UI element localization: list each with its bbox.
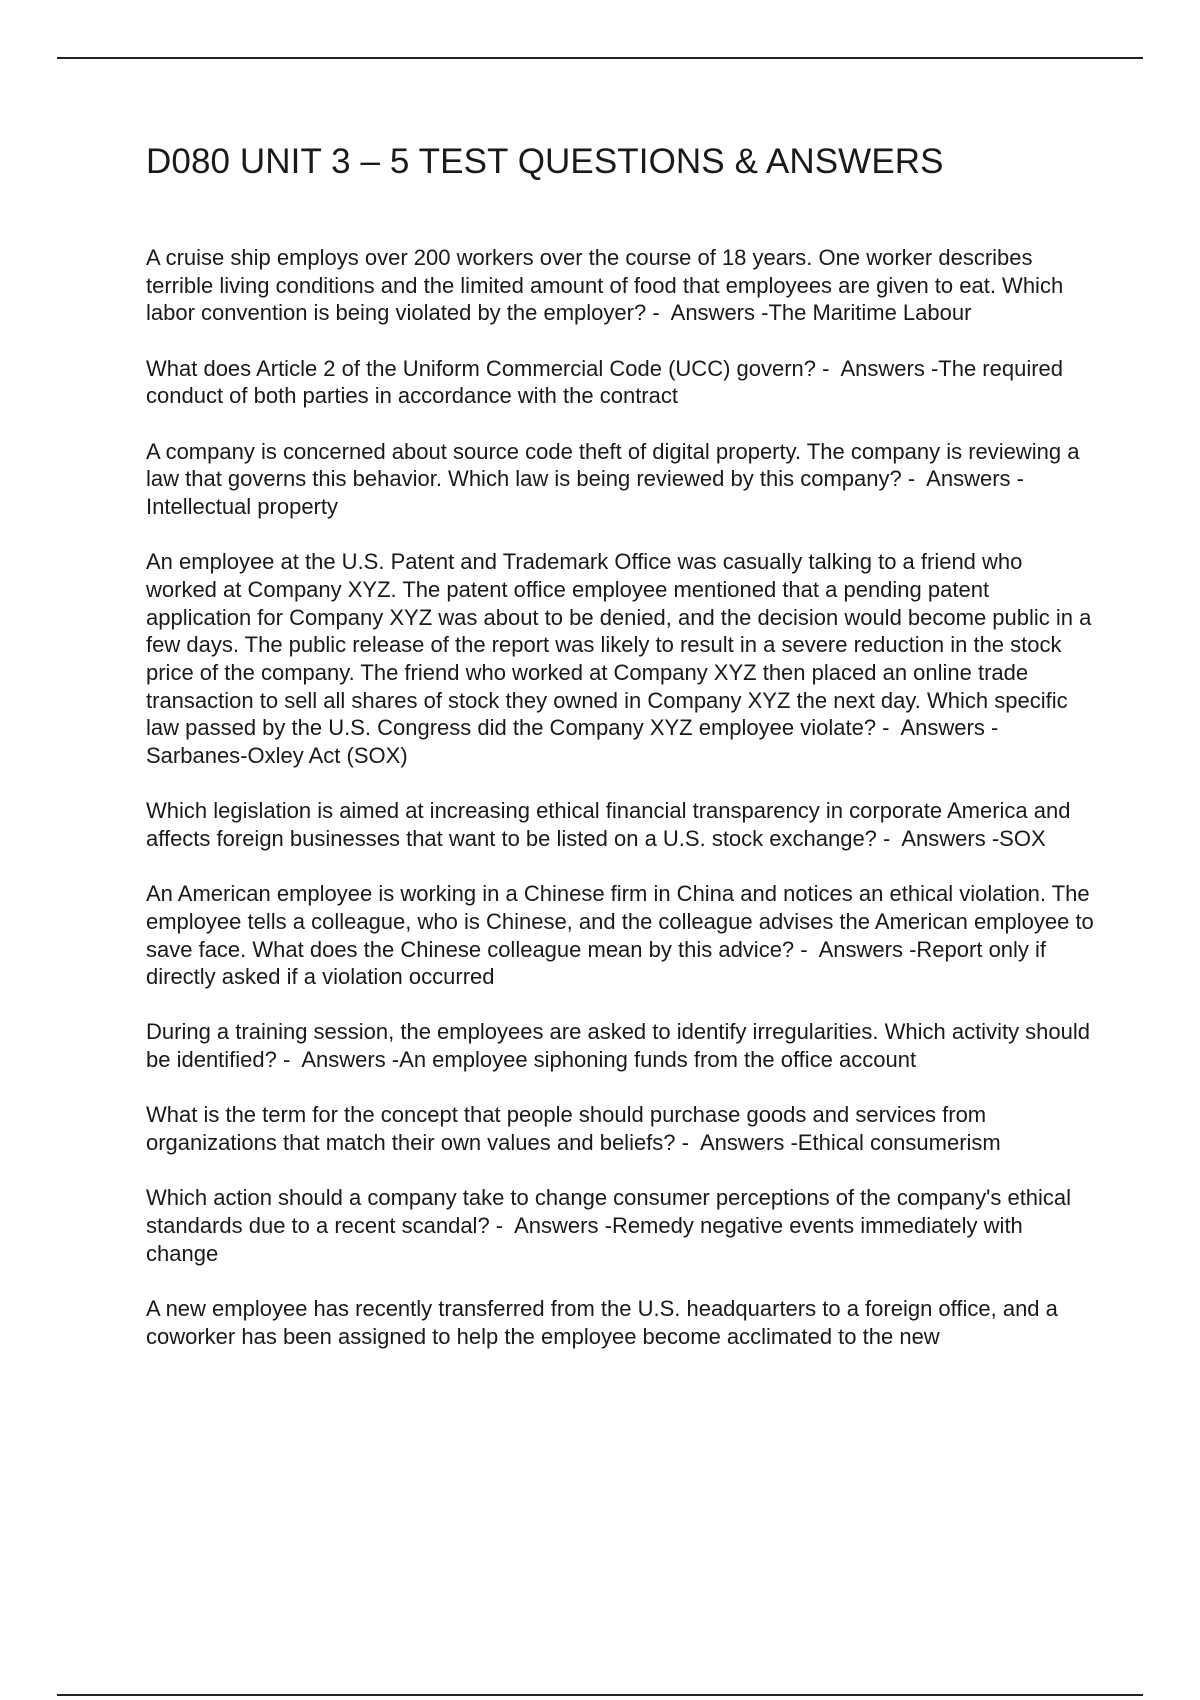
answer-text: Intellectual property <box>146 493 338 519</box>
qa-item <box>146 438 1094 521</box>
qa-item <box>146 244 1094 327</box>
qa-item <box>146 548 1094 770</box>
answer-separator: - Answers - <box>876 715 999 741</box>
answer-separator: - Answers - <box>675 1130 798 1156</box>
question-text: A cruise ship employs over 200 workers over the course of 18 years. One worker describes terrible living conditions and the limited amount of food that employees are given to eat. Which labor convention is being violated by the employer? <box>146 245 1064 326</box>
question-text: During a training session, the employees are asked to identify irregularities. Which activity should be identified? <box>146 1019 1091 1073</box>
answer-text: Sarbanes-Oxley Act (SOX) <box>146 743 408 769</box>
qa-item <box>146 880 1094 991</box>
qa-list <box>146 244 1094 1378</box>
page-title: D080 UNIT 3 – 5 TEST QUESTIONS & ANSWERS <box>146 142 944 181</box>
question-text: Which action should a company take to change consumer perceptions of the company's ethical standards due to a recent scandal? <box>146 1185 1072 1238</box>
answer-text: Remedy negative events immediately with change <box>146 1212 1023 1266</box>
question-text: What is the term for the concept that people should purchase goods and services from organizations that match their own values and beliefs? <box>146 1102 987 1156</box>
top-rule <box>57 57 1143 59</box>
answer-text: The required conduct of both parties in accordance with the contract <box>146 355 1064 409</box>
qa-item <box>146 797 1094 852</box>
answer-separator: - Answers - <box>901 466 1024 492</box>
answer-text: Ethical consumerism <box>797 1130 1001 1156</box>
question-text: An American employee is working in a Chinese firm in China and notices an ethical violation. The employee tells a colleague, who is Chinese, and the colleague advises the American employee to save face. What does the Chinese colleague mean by this advice? <box>146 881 1094 962</box>
answer-separator: - Answers - <box>794 936 917 962</box>
question-text: What does Article 2 of the Uniform Commercial Code (UCC) govern? <box>146 355 817 381</box>
qa-item <box>146 1101 1094 1156</box>
question-text: An employee at the U.S. Patent and Trademark Office was casually talking to a friend who worked at Company XYZ. The patent office employee mentioned that a pending patent application for Company XYZ was about to be denied, and the decision would become public in a few days. The public release of the report was likely to result in a severe reduction in the stock price of the company. The friend who worked at Company XYZ then placed an online trade transaction to sell all shares of stock they owned in Company XYZ the next day. Which specific law passed by the U.S. Congress did the Company XYZ employee violate? <box>146 549 1092 741</box>
answer-text: The Maritime Labour <box>768 300 972 326</box>
qa-item-truncated: A new employee has recently transferred from the U.S. headquarters to a foreign office, and a coworker has been assigned to help the employee become acclimated to the new <box>146 1295 1058 1349</box>
bottom-rule <box>57 1694 1143 1696</box>
answer-separator: - Answers - <box>276 1047 400 1073</box>
qa-item <box>146 355 1094 410</box>
qa-item <box>146 1184 1094 1267</box>
answer-separator: - Answers - <box>876 825 1000 851</box>
question-text: A company is concerned about source code theft of digital property. The company is reviewing a law that governs this behavior. Which law is being reviewed by this company? <box>146 438 1080 492</box>
answer-separator: - Answers - <box>646 300 769 326</box>
question-text: Which legislation is aimed at increasing ethical financial transparency in corporate America and affects foreign businesses that want to be listed on a U.S. stock exchange? <box>146 798 1071 851</box>
answer-separator: - Answers - <box>816 355 939 381</box>
qa-item <box>146 1018 1094 1073</box>
answer-text: An employee siphoning funds from the office account <box>399 1047 917 1073</box>
answer-text: Report only if directly asked if a violation occurred <box>146 936 1047 990</box>
answer-text: SOX <box>999 825 1046 851</box>
answer-separator: - Answers - <box>489 1212 612 1238</box>
